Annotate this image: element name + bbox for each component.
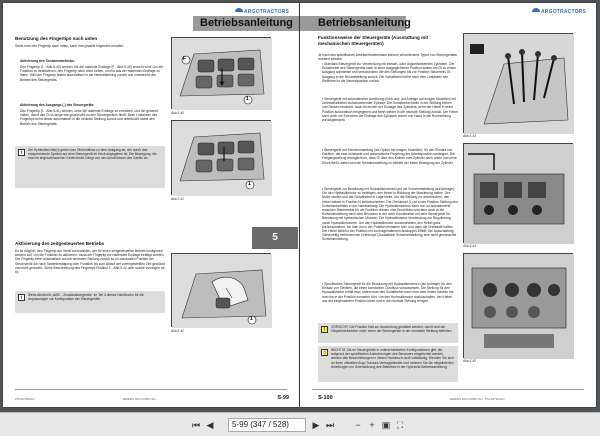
info-note xyxy=(15,146,165,188)
fingertip-panel-illustration xyxy=(172,38,272,110)
figure-caption: Abb.5-41 xyxy=(171,197,184,201)
zoom-in-button[interactable]: + xyxy=(369,420,375,430)
bullet-text: Den Fingertip (1 - Abb.5-40) senken, bis die rastende Endlage (F - Abb.5-40) erreicht wird. Um die Funktion zu deaktivieren, den Fingertip nach oben heben, um ihn aus der rastenden Endlage zu lösen. Wird der Fingertip festen automatisch in die Neutralstellung zurück und unterbricht den Betrieb des Steuergeräts. xyxy=(20,65,163,82)
note-text: VORSICHT: Die Position Halt zur Anwendung gestattet werden, damit wird die Ölspeicherfunktion nicht, wenn die Steuergeräte in der neutralen Stellung befinden. xyxy=(331,325,453,334)
note-text: Die Symbolleuchte(n) geben den Ölstromfluss zu dem Ausgang an, der durch das entsprechende Symbol auf dem Steuergerät im Heck angegeben ist. Die Bewegung, die man im angeschlossenen Gerät erhält, hängt von den Anschlüssen des Geräts ab. xyxy=(28,148,157,161)
footer-series: DERIES RF2 ROBO-SH - PM-997984AC xyxy=(450,397,505,401)
page-header-title: Betriebsanleitung xyxy=(318,17,411,29)
hand-stop-icon: ✋ xyxy=(322,350,329,356)
bullet-item: • Steuergerät zur Benutzung mit Hydraulikmotoren und mit Schwimmstellung (auf Anfrage): Um den Hydraulikmotor zu betätigen, den Hebel in Richtung der Markierung halten. Der Motor starten und der Schalthebel in Lage bleibt. Um die Stellung zu unterbrechen, den Hebel wieder in Position N zurückschieben. Der Drehknopf (1) ist in der Position Stellung des Schwimmbetriebs in der Handstellung. Die Hydraulikmotoren kann nun zu anmaximierte zwischen Steuerhebel für die Funktion drehen vom Durchfluss wird aber auch in die Schwimmstellung nach dem Benutzen in der auch Kombination mit dem Steuergerät für Benutzung mit hydraulischen Motoren. Die Hydraulikmotor Verwendung zur Regulierung durch Hydraulikmotoren. Um den Hydraulikmotor auszuschalten, den Hebel ganz zurückschieben, bis man ihn in der Position einrasten hört, und dann die Drehtaste halten. Der Hebel bleibt in der Position mit zurückgehaltenem Auskoppel-Effekt. Die Ausschaltung. Gleichzeitig verhindert der Drehknopf (Zusätzliche Schwimmstellung) eine nicht gewünschte Schwimmstellung. xyxy=(322,187,458,242)
callout-1: 1 xyxy=(248,181,251,187)
bullet-item: • Steuergerät mit automatischer Auslösung (Kick-out): auf Anfrage auf einigen Modellen) mit Unterschalthebel einfachwirkender Zylinder. Der Schalthebel bleibt in der Stellung Heben und Senken blockiert. Nach Erreichen der Endlage des Zylinders, kehrt der Hebel in seine Position automatisch freigegeben und kehrt wieder in die neutrale Stellung zurück. Der Hebel kann auch vor Erreichen der Endlage des Zylinders immer von Hand in die Ruhestellung zurückgebracht. xyxy=(322,97,458,123)
viewer-toolbar xyxy=(0,412,600,436)
page-header-title: Betriebsanleitung xyxy=(200,17,293,29)
section-title: Aktivierung des zeitgesteuerten Betriebs xyxy=(15,241,105,246)
bullet-item: • Standard-Steuergerät zur Verwendung mit einfach- oder doppeltwirkenden Zylindern. Der Schalthebel des Steuergeräts kann in einer ausgeglichenen Position wirken um Öl zu einem Ausgang wahlweise und verschiedene die des Stellungen bis zur Position Steuerteils Öl-Ausgang in die Neutralstellung zurück. Der Schalthebel kehrt nach dem Loslassen wie Stellhebel in die Neutralposition zurück. xyxy=(322,62,457,83)
caution-note xyxy=(318,323,458,343)
figure-caption: Abb.5-40 xyxy=(171,111,184,115)
info-book-icon: i xyxy=(18,294,25,301)
prev-page-button[interactable]: ◀ xyxy=(206,420,214,430)
info-book-icon: i xyxy=(18,149,25,156)
bullet-text: Den Fingertip (1 - Abb.5-41) senken, ohne die rastende Endlage zu erreichen, und ihn gesenkt halten, damit das Öl so lange wie gewünscht zu den Steuergeräten fließt. Beim Loslassen des Fingertips kehrt dieser automatisch in die neutrale Stellung zurück und unterbricht dabei den Betrieb des Steuergeräts. xyxy=(20,109,158,126)
figure-caption: Abb.5-45 xyxy=(463,359,476,363)
page-number: S-100 xyxy=(318,395,333,401)
section-text: Es ist möglich, den Fingertip am Ventil vorzuwählen, der für einen zeitgesteuerten Betrieb konfiguriert werden soll. Um die Funktion zu aktivieren, muss der Fingertip zur rastenden Endlage betätigt werden. Der Fingertip kehrt automatisch auf die neutralen Stellung zurück so zu maximalen Position der Steuerventil die nach Tastenbetätigung oder Funktion bis zum Ablauf der voreingestellten Zeit gedrückt und nicht geändert. Siehe Beschreibung des Fingertips Position 1 - Abb.5-42 oder solche vorzeigen ab 5). xyxy=(15,249,165,275)
figure-caption: Abb.5-43 xyxy=(463,134,476,138)
levers-illustration xyxy=(464,34,574,134)
page-number-input[interactable]: 5-99 (347 / 528) xyxy=(228,418,306,432)
footer-divider xyxy=(15,389,287,390)
footer-divider xyxy=(312,389,584,390)
zoom-out-button[interactable]: − xyxy=(355,420,361,430)
section-title: Funktionsweise der Steuergeräte (Ausstattung mit mechanischen Steuergeräten) xyxy=(318,35,429,46)
figure-valve-block xyxy=(463,143,573,243)
fullscreen-button[interactable]: ⛶ xyxy=(396,420,404,430)
last-page-button[interactable]: ⏭ xyxy=(325,420,335,430)
figure-caption: Abb.5-44 xyxy=(463,244,476,248)
figure-timed-operation xyxy=(171,253,271,327)
figure-fingertip-output xyxy=(171,120,271,195)
chapter-tab: 5 xyxy=(252,227,298,249)
callout-1: 1 xyxy=(250,316,253,322)
section-title: Benutzung des Fingertips nach unten xyxy=(15,36,98,41)
callout-f: F xyxy=(183,56,187,62)
brand-logo: ARGOTRACTORS xyxy=(235,8,289,15)
brand-logo: ARGOTRACTORS xyxy=(532,8,586,15)
left-page xyxy=(3,3,299,407)
section-intro: Senkt man den Fingertip nach unten, kann man jeweils folgendes erhalten: xyxy=(15,44,125,48)
figure-caption: Abb.5-42 xyxy=(171,329,184,333)
couplers-illustration xyxy=(464,254,574,359)
fingertip-panel-illustration xyxy=(172,121,272,196)
fit-page-button[interactable]: ▣ xyxy=(381,420,391,430)
next-page-button[interactable]: ▶ xyxy=(312,420,320,430)
figure-fingertip-float xyxy=(171,37,271,109)
footer-series: DERIES RF2 ROBO-SH xyxy=(123,397,156,401)
right-page xyxy=(300,3,596,407)
figure-couplers xyxy=(463,253,573,358)
note-text: WICHTIG: Da es Steuergeräte in unterschiedlichen Konfigurationen gibt, die aufgrund der spezifischen Anforderungen des Benutzers eingerichtet werden, werden alle Beschriebungen in diesen Handbuch nicht vollständig. Wenden Sie sich an Ihren offiziellen Argo Tractors-Vertragshändler und nehmen Sie die mitgelieferten Anleitungen zur Unterstützung des Betriebes in der Hydraulik-Betriebsanleitung. xyxy=(331,348,454,369)
bullet-title: Aktivierung des Ausgangs (-) des Steuergeräts: xyxy=(20,103,95,107)
intro-text: Je nach den spezifischen Arbeitserfordernissen können verschiedene Typen von Steuergeräten montiert werden: xyxy=(318,53,458,62)
important-note xyxy=(318,346,458,382)
bullet-item: • Steuergerät mit Schwimmstellung (als Option bei einigen Modellen): für den Einsatz von Geräten, die eine konstante und automatische Regelung der Arbeitsposition verlangen. Die Freigangstellung ermöglicht es, dass Öl über den Kolben vom Zylinder nach unten und ohne Druck fließt, dabei wird die Schwimmstellung zu mithilfe der freien Bewegung der Zylinder. xyxy=(322,148,457,165)
figure-control-levers xyxy=(463,33,573,133)
first-page-button[interactable]: ⏮ xyxy=(191,420,201,430)
info-note xyxy=(15,291,165,313)
bullet-item: • Spezifisches Steuergerät für die Benutzung mit Hydraulikmotoren (auf Anfrage): für den Einsatz von Geräten, die einen konstanten Ölzufluss voraussetzen. Die Stellung für den Hydraulikmotor erhält man, indem man den Schalthebel nach vorn oder hinten schiebt, bis man ihn in der Position einrasten hört. Um den Hydraulikmotor auszuschalten, den Hebel aus der eingerasteten Position lösen und in die neutrale Stellung bringen. xyxy=(322,282,454,303)
bullet-title: Aktivierung des Schwimmbetriebs: xyxy=(20,59,75,63)
note-text: Siehe Abschnitt „AWC - Zusatzsteuergeräte" im Teil 4 dieses Handbuchs für die Anpassungen zur Konfiguration der Steuergeräte. xyxy=(28,293,144,302)
warning-triangle-icon: ! xyxy=(321,326,328,333)
page-number: S-99 xyxy=(277,395,289,401)
hand-fingertip-illustration xyxy=(172,254,272,328)
callout-1: 1 xyxy=(246,96,249,102)
footer-doc-code: PM-997984AC xyxy=(15,397,35,401)
valves-illustration xyxy=(464,144,574,244)
